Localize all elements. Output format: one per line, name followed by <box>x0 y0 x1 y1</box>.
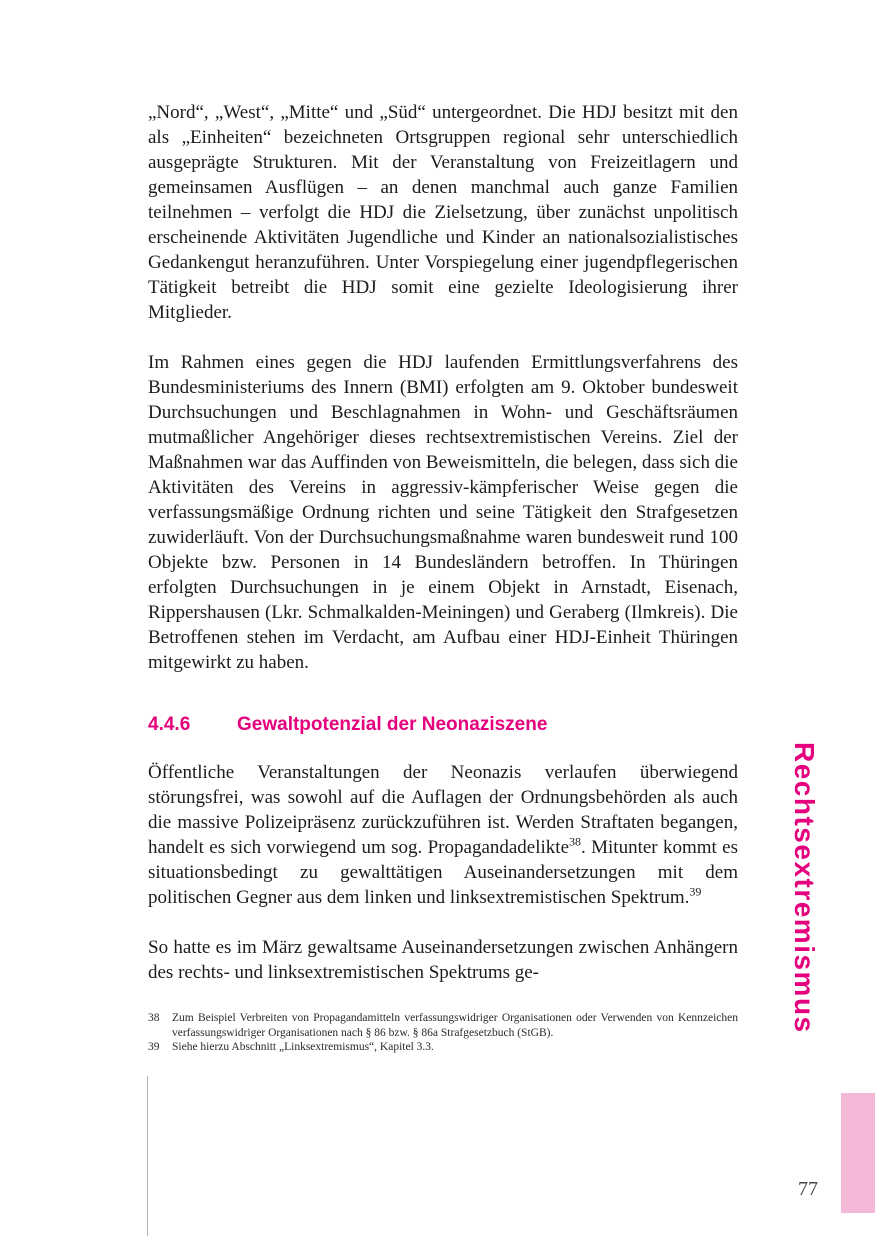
left-vertical-rule <box>147 1076 148 1236</box>
body-paragraph-1: „Nord“, „West“, „Mitte“ und „Süd“ untergeordnet. Die HDJ besitzt mit den als „Einheiten“ bezeichneten Ortsgruppen regional sehr unterschiedlich ausgeprägte Strukturen. Mit der Veranstaltung von Freizeitlagern und gemeinsamen Ausflügen – an denen manchmal auch ganze Familien teilnehmen – verfolgt die HDJ die Zielsetzung, über zunächst unpolitisch erscheinende Aktivitäten Jugendliche und Kinder an nationalsozialistisches Gedankengut heranzuführen. Unter Vorspiegelung einer jugendpflegerischen Tätigkeit betreibt die HDJ somit eine gezielte Ideologisierung ihrer Mitglieder. <box>148 102 738 323</box>
paragraph-3-text-2: . Mitunter kommt es situationsbedingt zu gewalttätigen Auseinandersetzungen mit dem politischen Gegner aus dem linken und linksextremistischen Spektrum. <box>148 837 738 908</box>
footnote-marker-38: 38 <box>569 834 582 849</box>
paragraph-3-text-1: Öffentliche Veranstaltungen der Neonazis verlaufen überwiegend störungsfrei, was sowohl auf die Auflagen der Ordnungsbehörden als auch die massive Polizeipräsenz zurückzuführen ist. Werden Straftaten begangen, handelt es sich vorwiegend um sog. Propagandadelikte <box>148 762 738 858</box>
footnote-number: 39 <box>148 1041 160 1053</box>
section-heading-number: 4.4.6 <box>148 714 191 735</box>
page-number-marker-block <box>841 1093 875 1213</box>
body-paragraph-4: So hatte es im März gewaltsame Auseinandersetzungen zwischen Anhängern des rechts- und linksextremistischen Spektrums ge- <box>148 937 738 983</box>
footnotes <box>148 1011 738 1055</box>
page-number: 77 <box>798 1178 818 1200</box>
footnote-marker-39: 39 <box>689 884 702 899</box>
section-heading <box>148 713 738 737</box>
chapter-sidebar-label: Rechtsextremismus <box>789 742 820 1034</box>
body-paragraph-2: Im Rahmen eines gegen die HDJ laufenden Ermittlungsverfahrens des Bundesministeriums des Innern (BMI) erfolgten am 9. Oktober bundesweit Durchsuchungen und Beschlagnahmen in Wohn- und Geschäftsräumen mutmaßlicher Angehöriger dieses rechtsextremistischen Vereins. Ziel der Maßnahmen war das Auffinden von Beweismitteln, die belegen, dass sich die Aktivitäten des Vereins in aggressiv-kämpferischer Weise gegen die verfassungsmäßige Ordnung richten und seine Tätigkeit den Strafgesetzen zuwiderläuft. Von der Durchsuchungsmaßnahme waren bundesweit rund 100 Objekte bzw. Personen in 14 Bundesländern betroffen. In Thüringen erfolgten Durchsuchungen in je einem Objekt in Arnstadt, Eisenach, Rippershausen (Lkr. Schmalkalden-Meiningen) und Geraberg (Ilmkreis). Die Betroffenen stehen im Verdacht, am Aufbau einer HDJ-Einheit Thüringen mitgewirkt zu haben. <box>148 352 738 673</box>
section-heading-title: Gewaltpotenzial der Neonaziszene <box>237 714 548 735</box>
footnote-38 <box>148 1011 738 1040</box>
footnote-39 <box>148 1040 738 1055</box>
main-text-column <box>148 100 738 1055</box>
footnote-number: 38 <box>148 1012 160 1024</box>
footnote-text: Siehe hierzu Abschnitt „Linksextremismus“, Kapitel 3.3. <box>172 1041 434 1053</box>
body-paragraph-3 <box>148 760 738 910</box>
footnote-text: Zum Beispiel Verbreiten von Propagandamitteln verfassungswidriger Organisationen oder Verwenden von Kennzeichen verfassungswidriger Organisationen nach § 86 bzw. § 86a Strafgesetzbuch (StGB). <box>172 1012 738 1039</box>
